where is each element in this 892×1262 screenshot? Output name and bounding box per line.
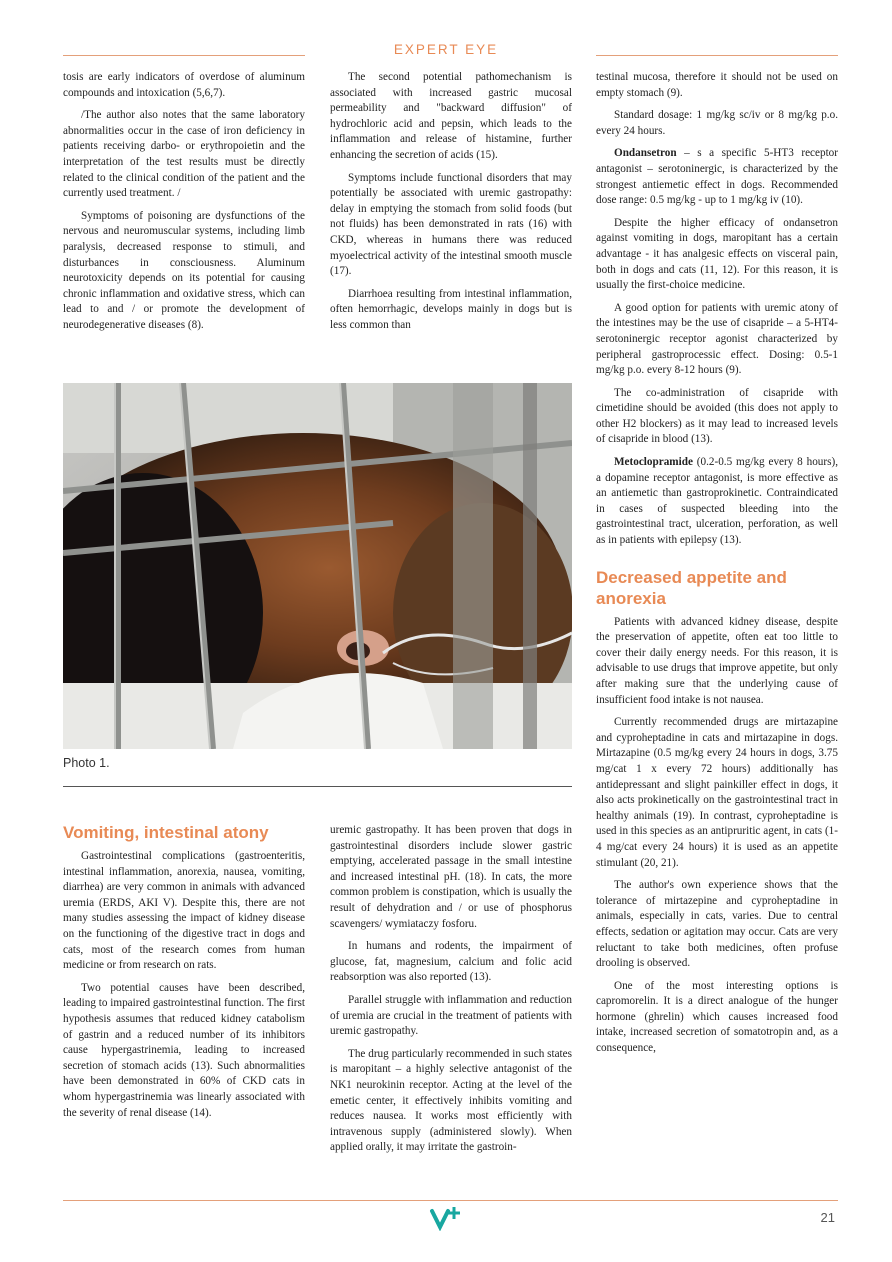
paragraph: The author's own experience shows that the tolerance of mirtazepine and cyproheptadine in animals, especially in cats, varies. Due to central effects, sedation or agitation may occur. Cats are very reluctant to take both medicines, often profuse drooling is observed. [596,879,838,970]
paragraph: The co-administration of cisapride with cimetidine should be avoided (this does not apply to other H2 blockers) as it may lead to increased levels of cisapride in blood (13). [596,386,838,446]
photo-illustration [63,383,572,749]
paragraph: tosis are early indicators of overdose of aluminum compounds and intoxication (5,6,7). [63,71,305,99]
paragraph: uremic gastropathy. It has been proven that dogs in gastrointestinal disorders include slower gastric emptying, accelerated passage in the small intestine and increased intestinal pH. (18). In cats, the more common problem is constipation, which is usually the result of dehydration and / or use of phosphorus scavengers/ wymiataczy fosforu. [330,824,572,930]
column-2-top [330,70,572,341]
paragraph: Ondansetron – s a specific 5-HT3 receptor antagonist – serotoninergic, is characterized by the strongest antiemetic effect in dogs. Recommended dose range: 0.5 mg/kg - up to 1 mg/kg iv (10). [596,147,838,207]
paragraph: The drug particularly recommended in such states is maropitant – a highly selective antagonist of the NK1 neurokinin receptor. Acting at the level of the emetic center, it effectively inhibits vomiting and reduces nausea. It works most efficiently with intravenous supply (administered slowly). When applied orally, it may irritate the gastroin- [330,1047,572,1154]
paragraph: Metoclopramide (0.2-0.5 mg/kg every 8 hours), a dopamine receptor antagonist, is more effective as an antiemetic than gastroprokinetic. Contraindicated in cases of suspected bleeding into the gastrointestinal tract, ulceration, perforation, as well as in patients with epilepsy (13). [596,456,838,547]
section-heading-appetite: Decreased appetite and anorexia [596,567,787,608]
page-number: 21 [820,1210,835,1225]
drug-name-ondansetron: Ondansetron [614,147,677,160]
paragraph: A good option for patients with uremic atony of the intestines may be the use of cisapride – a 5-HT4-serotoninergic receptor agonist characterized by peripheral gastroprocessic effect. Dosing: 0.5-1 mg/kg p.o. every 8-12 hours (9). [596,301,838,377]
paragraph: Gastrointestinal complications (gastroenteritis, intestinal inflammation, anorexia, nausea, vomiting, diarrhea) are very common in animals with advanced uremia (ERDS, AKI V). Despite this, there are not many studies assessing the impact of kidney disease on the functioning of the digestive tract in dogs and cats, most of the research comes from human medicine or from research on rats. [63,850,305,972]
column-2-bottom [330,823,572,1163]
paragraph: Patients with advanced kidney disease, despite the preservation of appetite, often eat too little to cover their daily energy needs. For this reason, it is advisable to use drugs that improve appetite, but only after making sure that the underlying cause of insufficient food intake is not nausea. [596,615,838,706]
paragraph: Despite the higher efficacy of ondansetron against vomiting in dogs, maropitant has a certain advantage - it has analgesic effects on visceral pain, both in dogs and cats (11, 12). For this reason, it is usually the first-choice medicine. [596,216,838,292]
column-1-bottom [63,822,305,1128]
photo-caption: Photo 1. [63,756,110,770]
column-3 [596,70,838,1064]
paragraph: In humans and rodents, the impairment of glucose, fat, magnesium, calcium and folic acid reabsorption was also reported (13). [330,940,572,984]
drug-name-metoclopramide: Metoclopramide [614,456,693,469]
section-heading-vomiting: Vomiting, intestinal atony [63,823,269,842]
paragraph: Diarrhoea resulting from intestinal inflammation, often hemorrhagic, develops mainly in dogs but is less common than [330,287,572,331]
paragraph: Symptoms include functional disorders that may potentially be associated with uremic gastropathy: delay in emptying the stomach from solid foods (but not fluids) has been demonstrated in rats (16) with CKD, whereas in humans there was reduced myoelectrical activity of the intestinal smooth muscle (17). [330,171,572,278]
photo-rule [63,786,572,787]
footer-rule [63,1200,838,1201]
paragraph: Symptoms of poisoning are dysfunctions of the nervous and neuromuscular systems, including limb paralysis, decreased response to stimuli, and disturbances in consciousness. Aluminum neurotoxicity depends on its potential for causing chronic inflammation and oxidative stress, which can lead to and / or promote the development of neurodegenerative diseases (8). [63,209,305,331]
paragraph: Standard dosage: 1 mg/kg sc/iv or 8 mg/kg p.o. every 24 hours. [596,109,838,137]
paragraph: Two potential causes have been described, leading to impaired gastrointestinal function. The first hypothesis assumes that reduced kidney catabolism of gastrin and a reduced number of its inhibitors cause hypergastrinemia, leading to increased secretion of stomach acids (13). Such abnormalities have been demonstrated in 60% of CKD cats in whom hypergastrinemia was linearly associated with the severity of renal disease (14). [63,981,305,1119]
section-label: EXPERT EYE [393,42,499,57]
photo-cat-in-cage [63,383,572,749]
paragraph: testinal mucosa, therefore it should not be used on empty stomach (9). [596,71,838,99]
column-1-top [63,70,305,341]
paragraph: One of the most interesting options is capromorelin. It is a direct analogue of the hunger hormone (ghrelin) which causes increased food intake, increased secretion of somatotropin and, as a consequence, [596,979,838,1055]
paragraph: Currently recommended drugs are mirtazapine and cyproheptadine in cats and mirtazapine in dogs. Mirtazapine (0.5 mg/kg every 24 hours in dogs, 3.75 mg/cat 1 x every 72 hours) additionally has antidepressant and slight painkiller effect in dogs, it also acts prokinetically on the gastrointestinal tract in healthy animals (19). In contrast, cyproheptadine is used in this species as an antipruritic agent, in cats (1-4 mg/cat every 24 hours) it is used as an appetite stimulant (20, 21). [596,716,838,869]
paragraph: /The author also notes that the same laboratory abnormalities occur in the case of iron deficiency in patients receiving darbo- or erythropoietin and the interpretation of the test results must be directly related to the clinical condition of the patient and the currently used treatment. / [63,109,305,200]
publisher-logo-icon [428,1205,462,1231]
paragraph: The second potential pathomechanism is associated with increased gastric mucosal permeability and "backward diffusion" of hydrochloric acid and pepsin, which leads to the inflammation and release of histamine, further enhancing the secretion of acids (15). [330,71,572,161]
paragraph: Parallel struggle with inflammation and reduction of uremia are crucial in the treatment of patients with uremic gastropathy. [330,993,572,1038]
